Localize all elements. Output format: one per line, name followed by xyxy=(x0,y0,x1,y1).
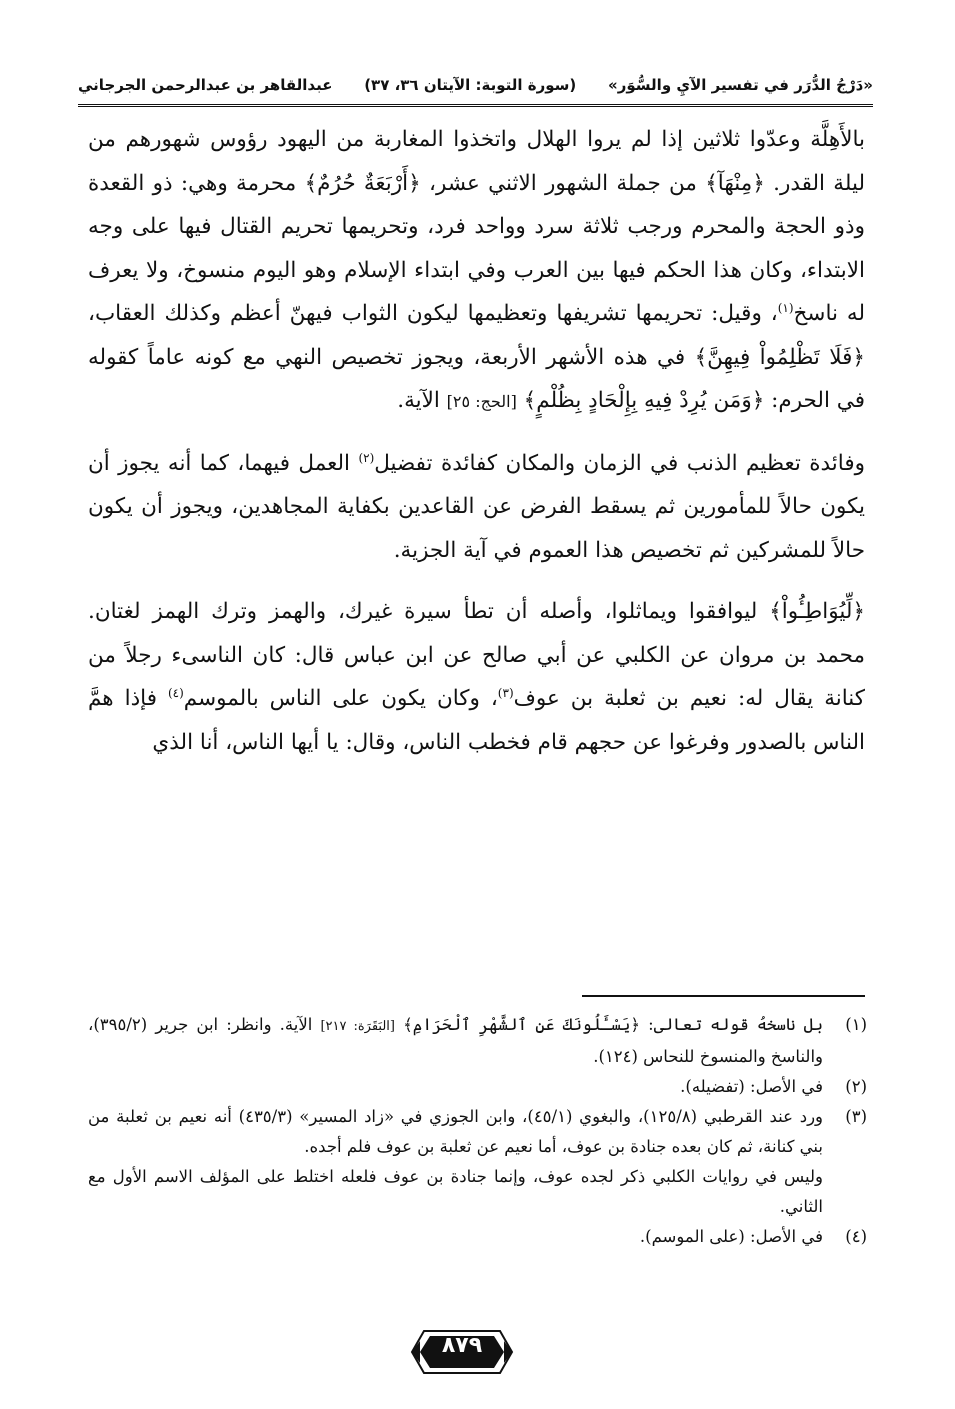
header-surah-info: (سورة التوبة: الآيتان ٣٦، ٣٧) xyxy=(364,76,577,94)
footnote-ref-4[interactable]: (٤) xyxy=(167,685,184,700)
footnote-divider xyxy=(582,995,865,997)
header-divider xyxy=(78,104,873,107)
footnote-ref-3[interactable]: (٣) xyxy=(497,685,514,700)
footnotes xyxy=(88,1010,867,1252)
footnote-number: (١) xyxy=(845,1015,867,1034)
header-book-title: «دَرْجُ الدُّرَر في تفسير الآيِ والسُّوَر» xyxy=(608,76,873,94)
paragraph-1: بالأَهِلَّة وعدّوا ثلاثين إذا لم يروا الهلال واتخذوا المغاربة من اليهود رؤوس شهورهم من ليلة القدر. ﴿مِنْهَآ﴾ من جملة الشهور الاثني عشر، ﴿أَرْبَعَةٌ حُرُمٌ﴾ محرمة وهي: ذو القعدة وذو الحجة والمحرم ورجب ثلاثة سرد وواحد فرد، وتحريمها تحريم القتال فيها على وجه الابتداء، وكان هذا الحكم فيها بين العرب وفي ابتداء الإسلام وهو اليوم منسوخ، ولا يعرف له ناسخ$^{(١)}$، وقيل: تحريمها تشريفها وتعظيمها ليكون الثواب فيهنّ أعظم وكذلك العقاب، ﴿فَلَا تَظْلِمُواْ فِيهِنَّ﴾ في هذه الأشهر الأربعة، ويجوز تخصيص النهي مع كونه عاماً كقوله في الحرم: ﴿وَمَن يُرِدْ فِيهِ بِإِلْحَادٍ بِظُلْمٍ﴾ [الحج: ٢٥] الآية. xyxy=(88,127,865,413)
footnote-1: (١) بل ناسخهُ قوله تعالى: ﴿يَسْـَٔلُونَكَ عَنِ ٱلشَّهْرِ ٱلْحَرَامِ﴾ [البَقَرَة: ٢١٧] الآية. وانظر: ابن جرير (٣٩٥/٢)، والناسخ والمنسوخ للنحاس (١٢٤). xyxy=(88,1010,867,1072)
footnote-3-continuation: وليس في روايات الكلبي ذكر لجده عوف، وإنما جنادة بن عوف فلعله اختلط على المؤلف الاسم الأول مع الثاني. xyxy=(88,1167,823,1216)
running-header xyxy=(78,70,873,100)
footnote-ref-1[interactable]: (١) xyxy=(777,300,794,315)
header-author: عبدالقاهر بن عبدالرحمن الجرجاني xyxy=(78,76,333,94)
footnote-ref-2[interactable]: (٢) xyxy=(358,450,375,465)
page-number: ٨٧٩ xyxy=(441,1333,483,1358)
footnote-2: (٢) في الأصل: (تفضيله). xyxy=(88,1072,867,1102)
footnote-number: (٣) xyxy=(845,1107,867,1126)
paragraph-2: وفائدة تعظيم الذنب في الزمان والمكان كفائدة تفضيل$^{(٢)}$ العمل فيهما، كما أنه يجوز أن يكون حالاً للمأمورين ثم يسقط الفرض عن القاعدين بكفاية المجاهدين، ويجوز أن يكون حالاً للمشركين ثم تخصيص هذا العموم في آية الجزية. xyxy=(88,450,865,563)
footnote-3: (٣) ورد عند القرطبي (١٢٥/٨)، والبغوي (٤٥/١)، وابن الجوزي في «زاد المسير» (٤٣٥/٣) أنه نعيم بن ثعلبة من بني كنانة، ثم كان بعده جنادة بن عوف، أما نعيم عن ثعلبة بن عوف فلم أجده. xyxy=(88,1102,867,1162)
footnote-4: (٤) في الأصل: (على الموسم). xyxy=(88,1222,867,1252)
paragraph-3: ﴿لِّيُوَاطِـُٔواْ﴾ ليوافقوا ويماثلوا، وأصله أن تطأ سيرة غيرك، والهمز وترك الهمز لغتان. محمد بن مروان عن الكلبي عن أبي صالح عن ابن عباس قال: كان الناسىء رجلاً من كنانة يقال له: نعيم بن ثعلبة بن عوف$^{(٣)}$، وكان يكون على الناس بالموسم$^{(٤)}$ فإذا همَّ الناس بالصدور وفرغوا عن حجهم قام فخطب الناس، وقال: يا أيها الناس، أنا الذي xyxy=(88,599,865,755)
footnote-number: (٢) xyxy=(845,1077,867,1096)
footnote-number: (٤) xyxy=(845,1227,867,1246)
main-text xyxy=(88,118,865,764)
verse-reference: [البَقَرَة: ٢١٧] xyxy=(320,1019,395,1034)
verse-reference: [الحج: ٢٥] xyxy=(446,392,517,411)
